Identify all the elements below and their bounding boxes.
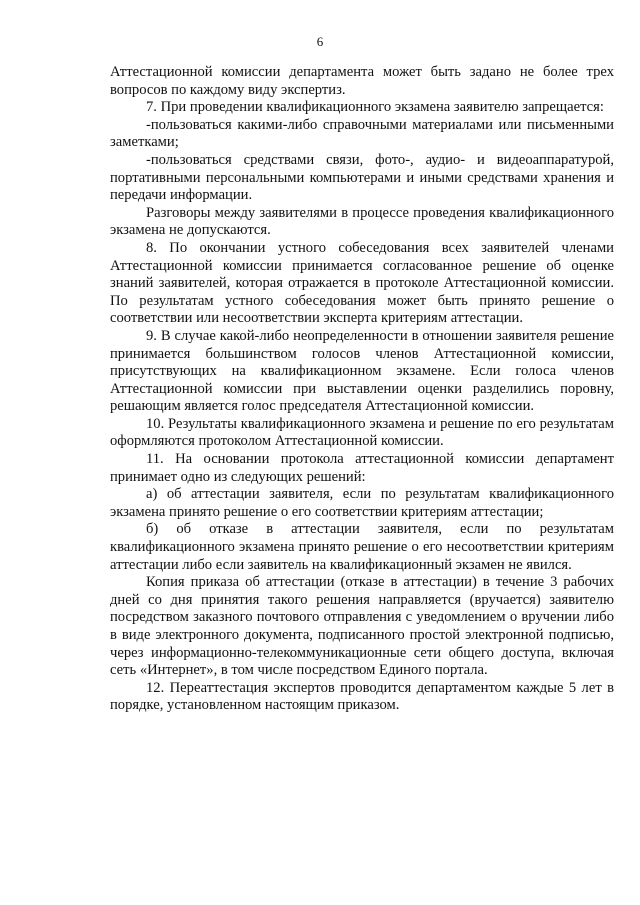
paragraph-11: 11. На основании протокола аттестационной комиссии департамент принимает одно из следующих решений:	[110, 451, 614, 485]
list-item-b: б) об отказе в аттестации заявителя, если по результатам квалификационного экзамена принято решение о его несоответствии критериям аттестации либо если заявитель на квалификационный экзамен не явился.	[110, 521, 614, 573]
paragraph-order-copy: Копия приказа об аттестации (отказе в аттестации) в течение 3 рабочих дней со дня принятия такого решения направляется (вручается) заявителю посредством заказного почтового отправления с уведомлением о вручении либо в виде электронного документа, подписанного простой электронной подписью, через информационно-телекоммуникационные сети общего доступа, включая сеть «Интернет», в том числе посредством Единого портала.	[110, 574, 614, 679]
paragraph-7: 7. При проведении квалификационного экзамена заявителю запрещается:	[146, 99, 604, 116]
list-item-reference-materials: -пользоваться какими-либо справочными материалами или письменными заметками;	[110, 116, 614, 151]
paragraph-10: 10. Результаты квалификационного экзамена и решение по его результатам оформляются протоколом Аттестационной комиссии.	[110, 415, 614, 450]
paragraph-12: 12. Переаттестация экспертов проводится департаментом каждые 5 лет в порядке, установленном настоящим приказом.	[110, 679, 614, 714]
paragraph-8: 8. По окончании устного собеседования всех заявителей членами Аттестационной комиссии принимается согласованное решение об оценке знаний заявителей, которая отражается в протоколе Аттестационной комиссии. По результатам устного собеседования может быть принято решение о соответствии или несоответствии эксперта критериям аттестации.	[110, 239, 614, 327]
paragraph-9: 9. В случае какой-либо неопределенности в отношении заявителя решение принимается большинством голосов членов Аттестационной комиссии, присутствующих на квалификационном экзамене. Если голоса членов Аттестационной комиссии при выставлении оценки разделились поровну, решающим является голос председателя Аттестационной комиссии.	[110, 327, 614, 415]
document-body	[110, 64, 614, 715]
list-item-communication-devices: -пользоваться средствами связи, фото-, аудио- и видеоаппаратурой, портативными персональными компьютерами и иными средствами хранения и передачи информации.	[110, 151, 614, 204]
page-number: 6	[316, 34, 324, 49]
paragraph-continuation: Аттестационной комиссии департамента может быть задано не более трех вопросов по каждому виду экспертиз.	[110, 64, 614, 98]
paragraph-conversations: Разговоры между заявителями в процессе проведения квалификационного экзамена не допускаются.	[110, 204, 614, 239]
list-item-a: а) об аттестации заявителя, если по результатам квалификационного экзамена принято решение о его соответствии критериям аттестации;	[110, 486, 614, 520]
